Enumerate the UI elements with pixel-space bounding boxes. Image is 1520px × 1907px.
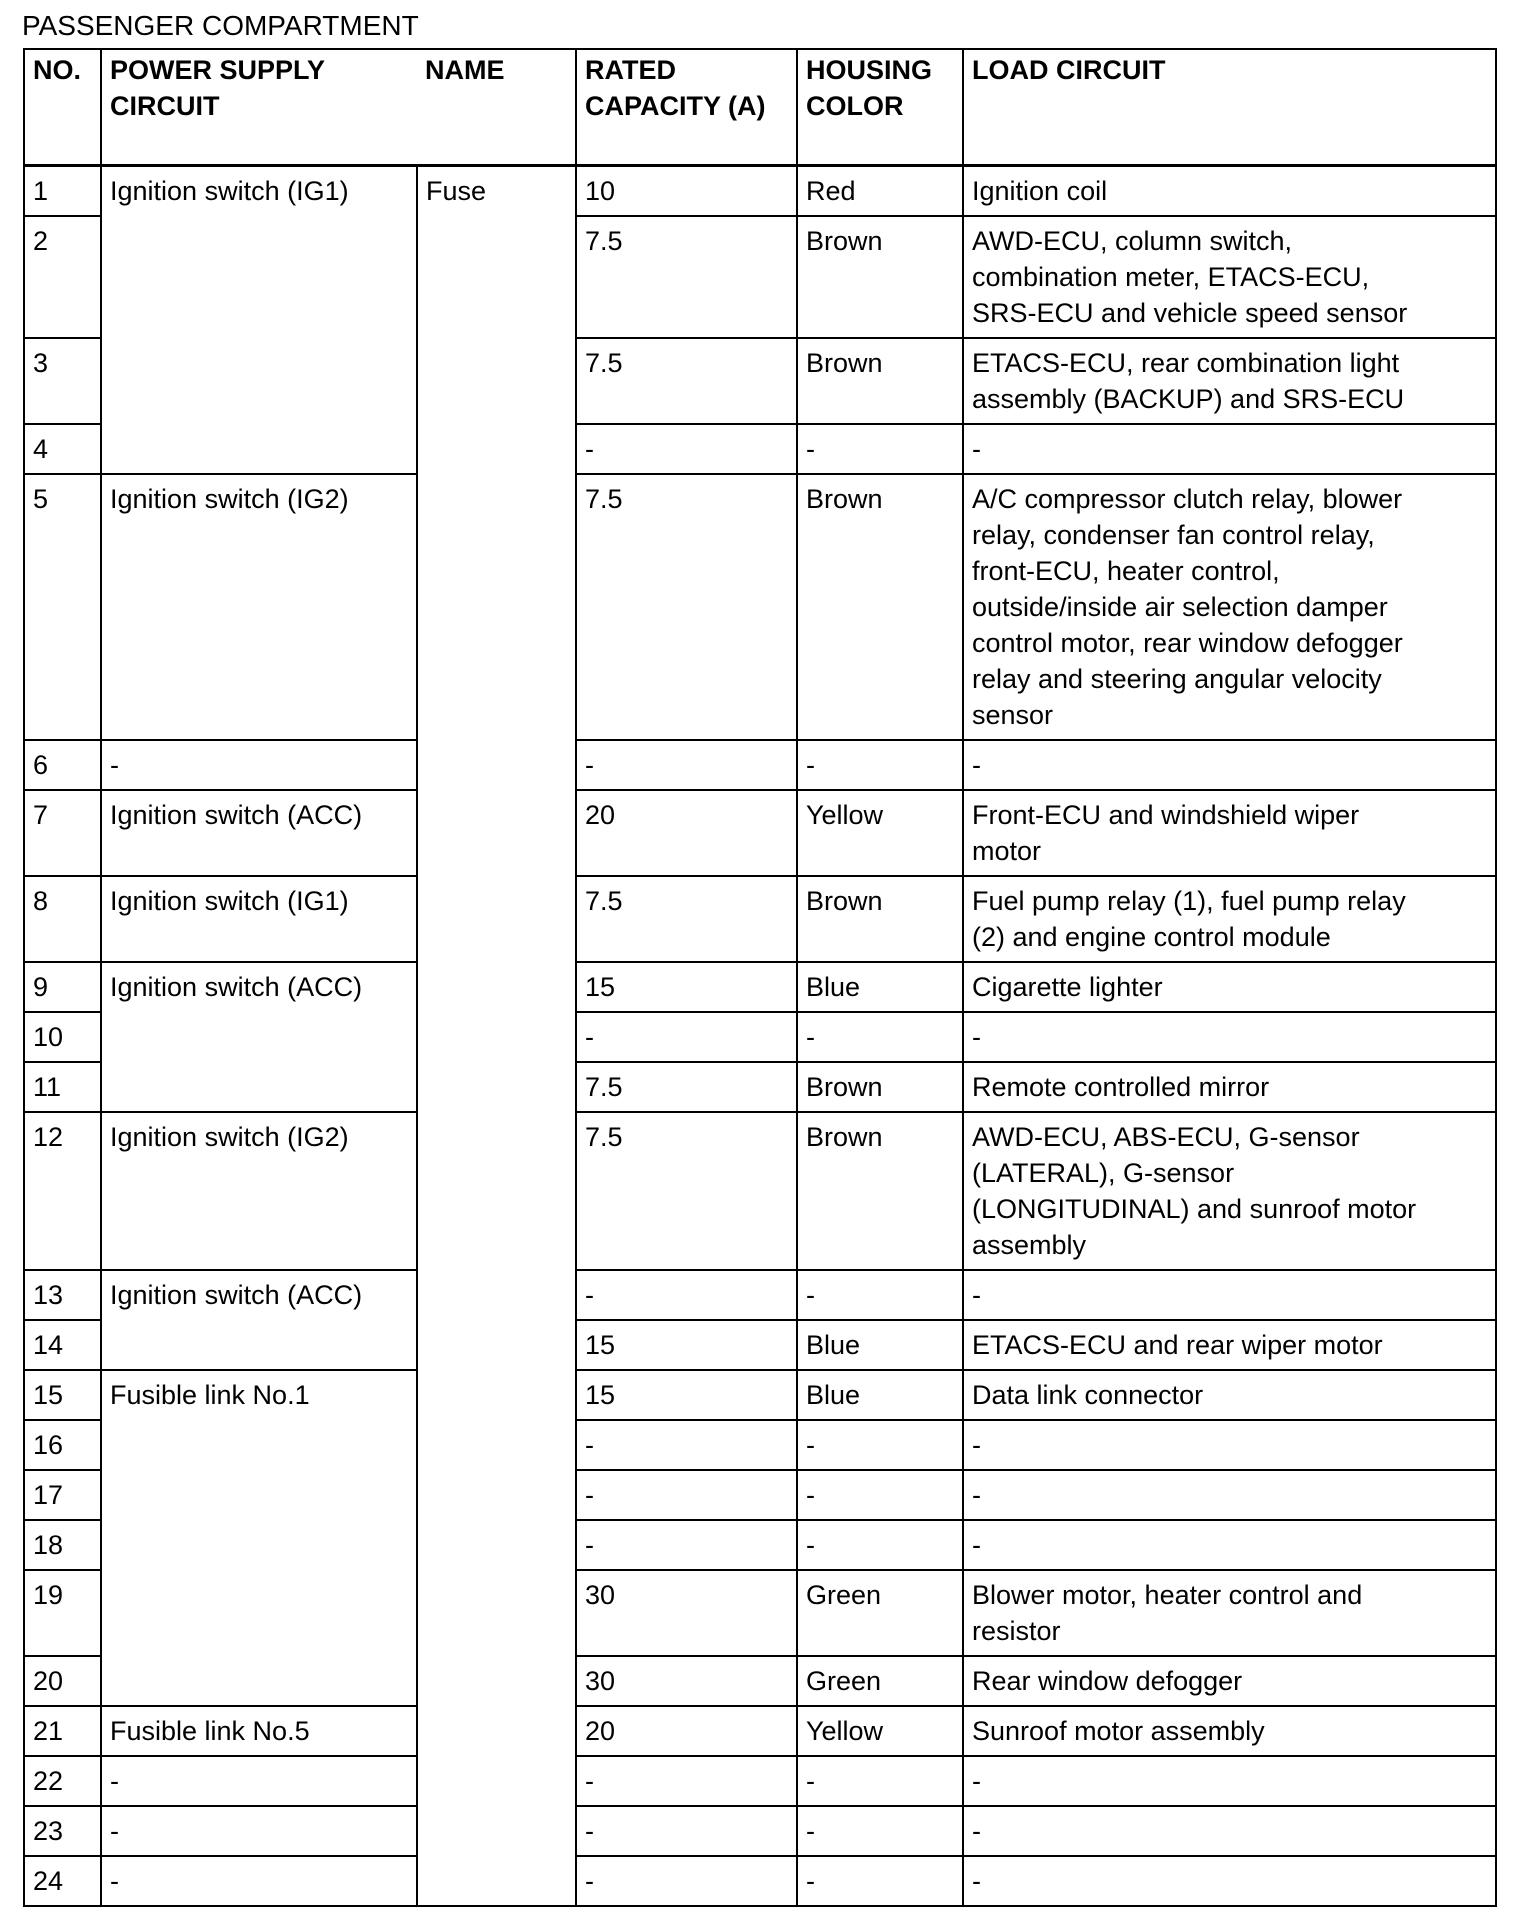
rated-capacity: 10 — [576, 166, 797, 217]
load-circuit: - — [963, 424, 1496, 474]
fuse-number: 11 — [24, 1062, 101, 1112]
load-circuit: A/C compressor clutch relay, blower relay, condenser fan control relay, front-ECU, heater control, outside/inside air selection damper control motor, rear window defogger relay and steering angular velocity sensor — [963, 474, 1496, 740]
housing-color: - — [797, 1470, 963, 1520]
table-row — [24, 1112, 1496, 1270]
housing-color: - — [797, 1012, 963, 1062]
housing-color: Green — [797, 1570, 963, 1656]
housing-color: - — [797, 1806, 963, 1856]
load-circuit: Data link connector — [963, 1370, 1496, 1420]
rated-capacity: 15 — [576, 1320, 797, 1370]
housing-color: - — [797, 740, 963, 790]
power-supply-circuit: - — [101, 1756, 417, 1806]
fuse-number: 14 — [24, 1320, 101, 1370]
table-row — [24, 1270, 1496, 1320]
housing-color: - — [797, 1270, 963, 1320]
housing-color: Brown — [797, 338, 963, 424]
power-supply-circuit: Ignition switch (IG2) — [101, 474, 417, 740]
header-no: NO. — [24, 49, 101, 166]
housing-color: Yellow — [797, 1706, 963, 1756]
fuse-number: 8 — [24, 876, 101, 962]
fuse-number: 16 — [24, 1420, 101, 1470]
rated-capacity: - — [576, 1420, 797, 1470]
table-row — [24, 1756, 1496, 1806]
housing-color: Brown — [797, 1062, 963, 1112]
load-circuit: ETACS-ECU and rear wiper motor — [963, 1320, 1496, 1370]
fuse-number: 13 — [24, 1270, 101, 1320]
table-row — [24, 166, 1496, 217]
power-supply-circuit: - — [101, 1806, 417, 1856]
rated-capacity: - — [576, 1806, 797, 1856]
rated-capacity: 7.5 — [576, 1062, 797, 1112]
load-circuit: - — [963, 740, 1496, 790]
housing-color: Yellow — [797, 790, 963, 876]
fuse-number: 20 — [24, 1656, 101, 1706]
load-circuit: - — [963, 1520, 1496, 1570]
fuse-number: 10 — [24, 1012, 101, 1062]
load-circuit: - — [963, 1470, 1496, 1520]
table-row — [24, 962, 1496, 1012]
table-row — [24, 740, 1496, 790]
load-circuit: Fuel pump relay (1), fuel pump relay (2) and engine control module — [963, 876, 1496, 962]
housing-color: - — [797, 1420, 963, 1470]
table-row — [24, 876, 1496, 962]
power-supply-circuit: Fusible link No.5 — [101, 1706, 417, 1756]
header-housing-color: HOUSING COLOR — [797, 49, 963, 166]
rated-capacity: 15 — [576, 962, 797, 1012]
power-supply-circuit: Fusible link No.1 — [101, 1370, 417, 1706]
rated-capacity: 7.5 — [576, 1112, 797, 1270]
header-rated-capacity: RATED CAPACITY (A) — [576, 49, 797, 166]
rated-capacity: - — [576, 1470, 797, 1520]
table-row — [24, 474, 1496, 740]
fuse-number: 18 — [24, 1520, 101, 1570]
rated-capacity: 20 — [576, 1706, 797, 1756]
rated-capacity: - — [576, 424, 797, 474]
table-row — [24, 1856, 1496, 1906]
housing-color: Brown — [797, 876, 963, 962]
fuse-number: 7 — [24, 790, 101, 876]
table-row — [24, 1706, 1496, 1756]
rated-capacity: 30 — [576, 1656, 797, 1706]
rated-capacity: 15 — [576, 1370, 797, 1420]
load-circuit: Front-ECU and windshield wiper motor — [963, 790, 1496, 876]
housing-color: Brown — [797, 474, 963, 740]
rated-capacity: - — [576, 740, 797, 790]
load-circuit: Cigarette lighter — [963, 962, 1496, 1012]
fuse-number: 19 — [24, 1570, 101, 1656]
section-title: PASSENGER COMPARTMENT — [22, 10, 419, 41]
power-supply-circuit: Ignition switch (ACC) — [101, 1270, 417, 1370]
load-circuit: AWD-ECU, column switch, combination meter, ETACS-ECU, SRS-ECU and vehicle speed sensor — [963, 216, 1496, 338]
rated-capacity: - — [576, 1270, 797, 1320]
rated-capacity: 30 — [576, 1570, 797, 1656]
rated-capacity: 20 — [576, 790, 797, 876]
load-circuit: Remote controlled mirror — [963, 1062, 1496, 1112]
rated-capacity: 7.5 — [576, 474, 797, 740]
housing-color: Brown — [797, 216, 963, 338]
header-name: NAME — [417, 49, 576, 166]
load-circuit: Rear window defogger — [963, 1656, 1496, 1706]
housing-color: Blue — [797, 1370, 963, 1420]
table-row — [24, 1806, 1496, 1856]
fuse-table — [23, 48, 1497, 1907]
load-circuit: - — [963, 1270, 1496, 1320]
housing-color: Green — [797, 1656, 963, 1706]
rated-capacity: - — [576, 1012, 797, 1062]
load-circuit: - — [963, 1806, 1496, 1856]
header-load-circuit: LOAD CIRCUIT — [963, 49, 1496, 166]
fuse-number: 24 — [24, 1856, 101, 1906]
rated-capacity: - — [576, 1856, 797, 1906]
fuse-number: 4 — [24, 424, 101, 474]
load-circuit: - — [963, 1420, 1496, 1470]
housing-color: Brown — [797, 1112, 963, 1270]
housing-color: Blue — [797, 1320, 963, 1370]
fuse-number: 6 — [24, 740, 101, 790]
power-supply-circuit: Ignition switch (ACC) — [101, 962, 417, 1112]
load-circuit: - — [963, 1012, 1496, 1062]
fuse-name: Fuse — [417, 166, 576, 1907]
load-circuit: - — [963, 1756, 1496, 1806]
rated-capacity: - — [576, 1520, 797, 1570]
housing-color: - — [797, 1856, 963, 1906]
rated-capacity: - — [576, 1756, 797, 1806]
rated-capacity: 7.5 — [576, 216, 797, 338]
housing-color: - — [797, 1520, 963, 1570]
header-power-supply: POWER SUPPLY CIRCUIT — [101, 49, 417, 166]
housing-color: Blue — [797, 962, 963, 1012]
power-supply-circuit: Ignition switch (IG1) — [101, 166, 417, 475]
table-header-row — [24, 49, 1496, 166]
fuse-number: 1 — [24, 166, 101, 217]
table-row — [24, 1370, 1496, 1420]
power-supply-circuit: Ignition switch (IG2) — [101, 1112, 417, 1270]
table-row — [24, 790, 1496, 876]
load-circuit: - — [963, 1856, 1496, 1906]
load-circuit: AWD-ECU, ABS-ECU, G-sensor (LATERAL), G-sensor (LONGITUDINAL) and sunroof motor assembly — [963, 1112, 1496, 1270]
fuse-number: 17 — [24, 1470, 101, 1520]
housing-color: - — [797, 1756, 963, 1806]
fuse-number: 5 — [24, 474, 101, 740]
load-circuit: Ignition coil — [963, 166, 1496, 217]
fuse-number: 9 — [24, 962, 101, 1012]
load-circuit: Blower motor, heater control and resistor — [963, 1570, 1496, 1656]
load-circuit: ETACS-ECU, rear combination light assembly (BACKUP) and SRS-ECU — [963, 338, 1496, 424]
load-circuit: Sunroof motor assembly — [963, 1706, 1496, 1756]
fuse-number: 3 — [24, 338, 101, 424]
housing-color: Red — [797, 166, 963, 217]
fuse-number: 12 — [24, 1112, 101, 1270]
fuse-number: 23 — [24, 1806, 101, 1856]
fuse-number: 15 — [24, 1370, 101, 1420]
power-supply-circuit: - — [101, 740, 417, 790]
fuse-number: 22 — [24, 1756, 101, 1806]
power-supply-circuit: - — [101, 1856, 417, 1906]
rated-capacity: 7.5 — [576, 876, 797, 962]
rated-capacity: 7.5 — [576, 338, 797, 424]
housing-color: - — [797, 424, 963, 474]
fuse-number: 21 — [24, 1706, 101, 1756]
power-supply-circuit: Ignition switch (ACC) — [101, 790, 417, 876]
power-supply-circuit: Ignition switch (IG1) — [101, 876, 417, 962]
fuse-number: 2 — [24, 216, 101, 338]
